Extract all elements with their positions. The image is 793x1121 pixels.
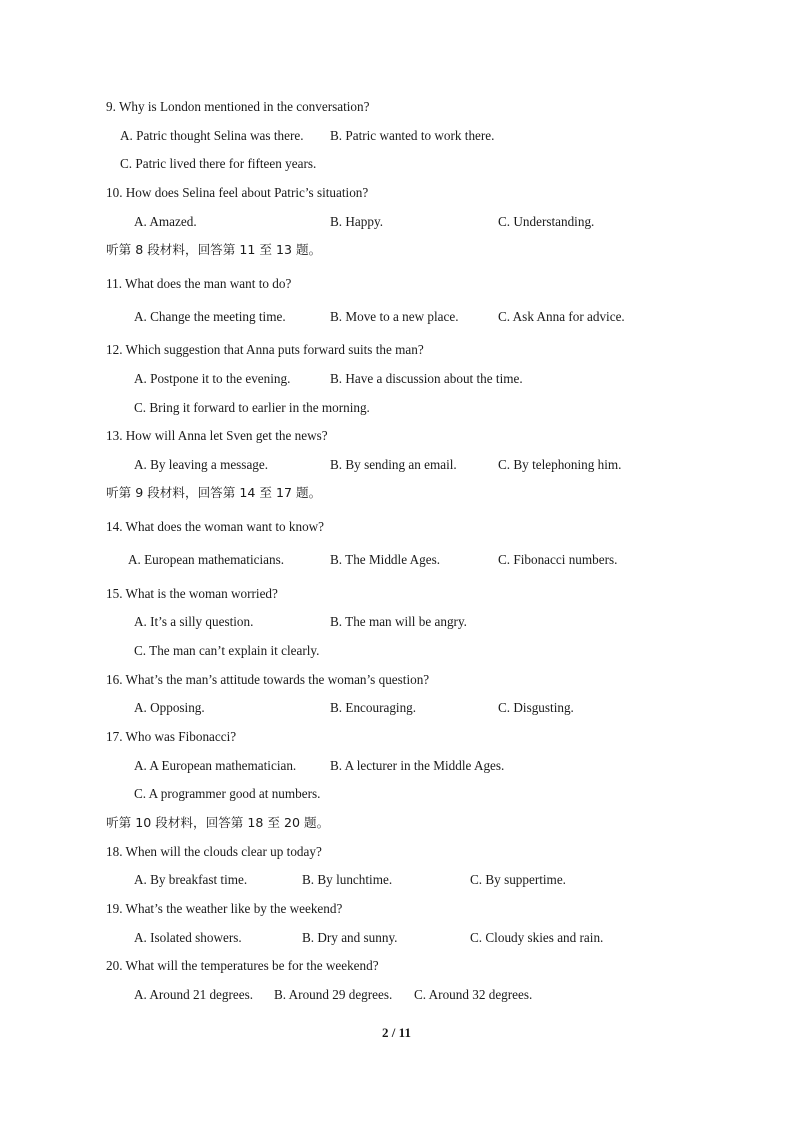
question-17: 17. Who was Fibonacci?	[106, 729, 237, 744]
option-11b: B. Move to a new place.	[330, 309, 459, 324]
question-13: 13. How will Anna let Sven get the news?	[106, 428, 328, 443]
option-9b: B. Patric wanted to work there.	[330, 128, 495, 143]
page-number: 2 / 11	[382, 1025, 411, 1040]
option-12b: B. Have a discussion about the time.	[330, 371, 523, 386]
option-16c: C. Disgusting.	[498, 700, 574, 715]
option-14b: B. The Middle Ages.	[330, 552, 441, 567]
section-heading-8: 听第 8 段材料，回答第 11 至 13 题。	[106, 242, 322, 257]
option-16a: A. Opposing.	[134, 700, 205, 715]
option-20a: A. Around 21 degrees.	[134, 987, 254, 1002]
option-13a: A. By leaving a message.	[134, 457, 269, 472]
section-heading-10: 听第 10 段材料，回答第 18 至 20 题。	[106, 815, 330, 830]
option-15a: A. It’s a silly question.	[134, 614, 254, 629]
option-10c: C. Understanding.	[498, 214, 595, 229]
question-10: 10. How does Selina feel about Patric’s situation?	[106, 185, 369, 200]
option-17b: B. A lecturer in the Middle Ages.	[330, 758, 505, 773]
option-9c: C. Patric lived there for fifteen years.	[120, 156, 317, 171]
question-19: 19. What’s the weather like by the weekend?	[106, 901, 343, 916]
option-12a: A. Postpone it to the evening.	[134, 371, 291, 386]
option-18a: A. By breakfast time.	[134, 872, 248, 887]
question-16: 16. What’s the man’s attitude towards the woman’s question?	[106, 672, 430, 687]
option-10a: A. Amazed.	[134, 214, 197, 229]
question-11: 11. What does the man want to do?	[106, 276, 292, 291]
option-13c: C. By telephoning him.	[498, 457, 622, 472]
option-19a: A. Isolated showers.	[134, 930, 242, 945]
option-11c: C. Ask Anna for advice.	[498, 309, 625, 324]
option-16b: B. Encouraging.	[330, 700, 417, 715]
question-18: 18. When will the clouds clear up today?	[106, 844, 322, 859]
option-15b: B. The man will be angry.	[330, 614, 467, 629]
option-12c: C. Bring it forward to earlier in the morning.	[134, 400, 370, 415]
question-20: 20. What will the temperatures be for the weekend?	[106, 958, 379, 973]
option-14c: C. Fibonacci numbers.	[498, 552, 618, 567]
option-13b: B. By sending an email.	[330, 457, 457, 472]
option-15c: C. The man can’t explain it clearly.	[134, 643, 320, 658]
option-19b: B. Dry and sunny.	[302, 930, 398, 945]
option-11a: A. Change the meeting time.	[134, 309, 286, 324]
option-14a: A. European mathematicians.	[128, 552, 284, 567]
option-9a: A. Patric thought Selina was there.	[120, 128, 304, 143]
option-20b: B. Around 29 degrees.	[274, 987, 393, 1002]
option-10b: B. Happy.	[330, 214, 383, 229]
question-9: 9. Why is London mentioned in the conversation?	[106, 99, 370, 114]
option-18b: B. By lunchtime.	[302, 872, 393, 887]
option-17a: A. A European mathematician.	[134, 758, 297, 773]
option-17c: C. A programmer good at numbers.	[134, 786, 321, 801]
question-14: 14. What does the woman want to know?	[106, 519, 325, 534]
question-12: 12. Which suggestion that Anna puts forward suits the man?	[106, 342, 424, 357]
section-heading-9: 听第 9 段材料，回答第 14 至 17 题。	[106, 485, 322, 500]
question-15: 15. What is the woman worried?	[106, 586, 278, 601]
option-18c: C. By suppertime.	[470, 872, 566, 887]
option-19c: C. Cloudy skies and rain.	[470, 930, 604, 945]
option-20c: C. Around 32 degrees.	[414, 987, 533, 1002]
